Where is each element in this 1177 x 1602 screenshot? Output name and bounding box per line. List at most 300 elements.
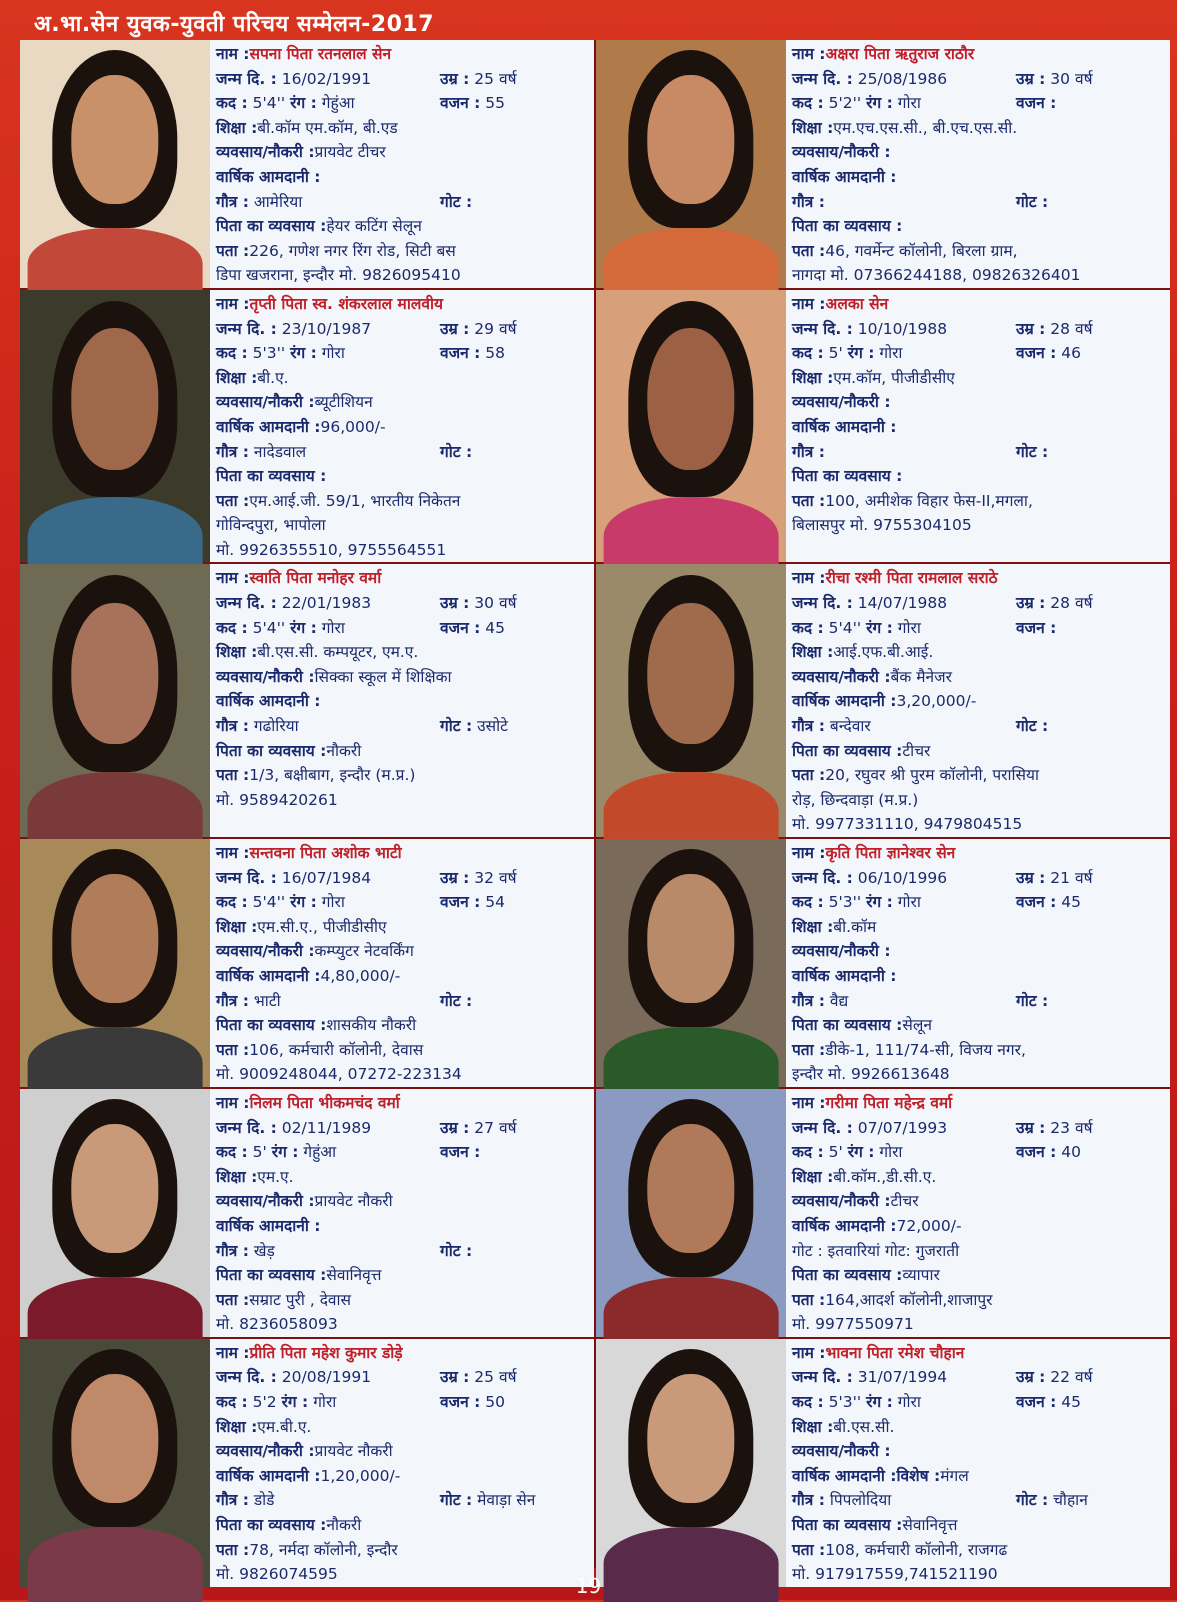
father-occupation-value: नौकरी bbox=[326, 1516, 362, 1535]
dob-group bbox=[216, 1116, 440, 1141]
occupation-value: प्रायवेट टीचर bbox=[314, 143, 386, 162]
father-occupation-label: पिता का व्यवसाय : bbox=[792, 467, 903, 486]
height-value: 5'2'' bbox=[828, 94, 862, 113]
profile-photo bbox=[596, 1339, 786, 1587]
income-label: वार्षिक आमदानी : bbox=[216, 692, 321, 711]
height-label: कद : bbox=[792, 344, 824, 363]
education-value: आई.एफ.बी.आई. bbox=[833, 643, 934, 662]
complexion-value: गोरा bbox=[321, 344, 345, 363]
info-row bbox=[792, 390, 1162, 415]
complexion-value: गोरा bbox=[879, 1143, 903, 1162]
got-group bbox=[440, 1239, 472, 1264]
gotra-label: गौत्र : bbox=[792, 717, 825, 736]
height-value: 5'3'' bbox=[828, 893, 862, 912]
education-value: एम.सी.ए., पीजीडीसीए bbox=[257, 917, 387, 936]
info-row bbox=[792, 341, 1162, 366]
age-group bbox=[440, 591, 517, 616]
weight-label: वजन : bbox=[1016, 893, 1057, 912]
age-value: 29 वर्ष bbox=[474, 319, 517, 338]
profile-info bbox=[786, 1089, 1170, 1337]
profile-card bbox=[596, 290, 1170, 563]
age-value: 22 वर्ष bbox=[1050, 1368, 1093, 1387]
education-value: एम.एच.एस.सी., बी.एच.एस.सी. bbox=[833, 118, 1018, 137]
name-label: नाम : bbox=[216, 45, 250, 63]
father-occupation-value: व्यापार bbox=[902, 1266, 940, 1285]
info-row bbox=[216, 1415, 586, 1440]
photo-face bbox=[71, 1124, 158, 1253]
age-label: उम्र : bbox=[1016, 594, 1046, 613]
weight-value: 45 bbox=[1061, 1393, 1081, 1412]
profile-photo bbox=[20, 290, 210, 563]
height-group bbox=[216, 1140, 440, 1165]
info-row bbox=[792, 1538, 1162, 1563]
gotra-group bbox=[792, 440, 1016, 465]
dob-value: 16/02/1991 bbox=[281, 69, 372, 88]
info-row bbox=[792, 1464, 1162, 1489]
photo-face bbox=[71, 603, 158, 745]
info-row bbox=[216, 1312, 586, 1337]
weight-group bbox=[440, 890, 505, 915]
gotra-group bbox=[216, 714, 440, 739]
gotra-label: गौत्र : bbox=[216, 192, 249, 211]
height-value: 5'4'' bbox=[252, 618, 286, 637]
profile-info bbox=[786, 290, 1170, 563]
gotra-label: गौत्र : bbox=[792, 991, 825, 1010]
profile-name: गरीमा पिता महेन्द्र वर्मा bbox=[825, 1093, 953, 1112]
got-label: गोट : bbox=[1016, 192, 1049, 211]
height-label: कद : bbox=[216, 94, 248, 113]
age-label: उम्र : bbox=[440, 1118, 470, 1137]
profile-card bbox=[20, 839, 594, 1087]
info-row bbox=[792, 42, 1162, 67]
photo-face bbox=[647, 75, 734, 204]
info-row bbox=[792, 915, 1162, 940]
occupation-value: प्रायवेट नौकरी bbox=[314, 1192, 393, 1211]
got-label: गोट : bbox=[1016, 442, 1049, 461]
gotra-label: गौत्र : bbox=[792, 192, 825, 211]
complexion-value: गोरा bbox=[879, 344, 903, 363]
address-line-2: बिलासपुर मो. 9755304105 bbox=[792, 516, 972, 535]
gotra-value: खेड़ bbox=[253, 1241, 275, 1260]
father-occupation-label: पिता का व्यवसाय : bbox=[216, 467, 327, 486]
info-row bbox=[216, 415, 586, 440]
height-value: 5' bbox=[828, 344, 843, 363]
profile-info bbox=[786, 40, 1170, 288]
income-value: 3,20,000/- bbox=[896, 692, 977, 711]
info-row bbox=[216, 665, 586, 690]
education-label: शिक्षा : bbox=[216, 643, 258, 662]
father-occupation-label: पिता का व्यवसाय : bbox=[792, 1516, 903, 1535]
info-row bbox=[216, 1165, 586, 1190]
info-row bbox=[216, 566, 586, 591]
age-label: उम्र : bbox=[440, 69, 470, 88]
info-row bbox=[216, 292, 586, 317]
complexion-value: गेहुंआ bbox=[303, 1143, 337, 1162]
info-row bbox=[216, 714, 586, 739]
weight-group bbox=[1016, 91, 1056, 116]
got-value: चौहान bbox=[1053, 1491, 1088, 1510]
occupation-label: व्यवसाय/नौकरी : bbox=[792, 667, 891, 686]
info-row bbox=[792, 1288, 1162, 1313]
info-row bbox=[792, 1263, 1162, 1288]
profile-info bbox=[786, 839, 1170, 1087]
profile-name: कृति पिता ज्ञानेश्वर सेन bbox=[825, 844, 956, 862]
occupation-label: व्यवसाय/नौकरी : bbox=[792, 1192, 891, 1211]
got-group bbox=[1016, 714, 1048, 739]
dob-value: 16/07/1984 bbox=[281, 868, 372, 887]
photo-face bbox=[647, 874, 734, 1003]
got-group bbox=[440, 440, 472, 465]
gotra-label: गौत्र : bbox=[216, 991, 249, 1010]
info-row bbox=[792, 689, 1162, 714]
gotra-group bbox=[216, 440, 440, 465]
gotra-value: बन्देवार bbox=[829, 717, 871, 736]
age-value: 30 वर्ष bbox=[474, 594, 517, 613]
weight-group bbox=[440, 1390, 505, 1415]
address-label: पता : bbox=[792, 1540, 826, 1559]
gotra-group bbox=[792, 190, 1016, 215]
complexion-label: रंग : bbox=[866, 893, 893, 912]
info-row bbox=[792, 440, 1162, 465]
profile-card bbox=[596, 1089, 1170, 1337]
height-group bbox=[792, 91, 1016, 116]
weight-value: 54 bbox=[485, 893, 505, 912]
info-row bbox=[792, 1140, 1162, 1165]
age-label: उम्र : bbox=[1016, 319, 1046, 338]
info-row bbox=[792, 1513, 1162, 1538]
gotra-group bbox=[216, 190, 440, 215]
height-label: कद : bbox=[216, 893, 248, 912]
height-label: कद : bbox=[792, 94, 824, 113]
father-occupation-value: सेलून bbox=[902, 1016, 932, 1035]
age-group bbox=[440, 866, 517, 891]
height-value: 5' bbox=[252, 1143, 267, 1162]
father-occupation-label: पिता का व्यवसाय : bbox=[792, 741, 903, 760]
profile-name: सपना पिता रतनलाल सेन bbox=[249, 45, 392, 63]
occupation-value: टीचर bbox=[890, 1192, 919, 1211]
address-label: पता : bbox=[216, 1540, 250, 1559]
info-row bbox=[792, 591, 1162, 616]
info-row bbox=[792, 665, 1162, 690]
height-label: कद : bbox=[216, 1143, 248, 1162]
age-group bbox=[1016, 67, 1093, 92]
info-row bbox=[792, 464, 1162, 489]
profile-card bbox=[596, 40, 1170, 288]
weight-label: वजन : bbox=[1016, 618, 1057, 637]
gotra-label: गौत्र : bbox=[216, 717, 249, 736]
education-label: शिक्षा : bbox=[792, 118, 834, 137]
profile-name: अक्षरा पिता ऋतुराज राठौर bbox=[825, 45, 975, 63]
info-row bbox=[792, 366, 1162, 391]
got-label: गोट : bbox=[440, 192, 473, 211]
info-row bbox=[792, 1488, 1162, 1513]
profile-card bbox=[596, 1339, 1170, 1587]
height-value: 5'4'' bbox=[828, 618, 862, 637]
complexion-label: रंग : bbox=[290, 94, 317, 113]
income-value: 96,000/- bbox=[320, 417, 386, 436]
info-row bbox=[792, 714, 1162, 739]
height-group bbox=[792, 341, 1016, 366]
gotra-group bbox=[216, 1488, 440, 1513]
info-row bbox=[792, 566, 1162, 591]
weight-label: वजन : bbox=[1016, 94, 1057, 113]
dob-label: जन्म दि. : bbox=[216, 319, 277, 338]
occupation-label: व्यवसाय/नौकरी : bbox=[792, 1442, 891, 1461]
complexion-value: गोरा bbox=[897, 893, 921, 912]
occupation-label: व्यवसाय/नौकरी : bbox=[216, 1192, 315, 1211]
height-value: 5'2 bbox=[252, 1393, 277, 1412]
dob-group bbox=[216, 67, 440, 92]
education-value: बी.एस.सी. कम्पयूटर, एम.ए. bbox=[257, 643, 419, 662]
weight-group bbox=[440, 616, 505, 641]
dob-label: जन्म दि. : bbox=[216, 69, 277, 88]
dob-group bbox=[792, 1365, 1016, 1390]
complexion-label: रंग : bbox=[281, 1393, 309, 1412]
age-value: 30 वर्ष bbox=[1050, 69, 1093, 88]
address-line-1: 78, नर्मदा कॉलोनी, इन्दौर bbox=[249, 1540, 398, 1559]
name-label: नाम : bbox=[216, 294, 250, 313]
complexion-value: गोरा bbox=[321, 618, 345, 637]
special-label: विशेष : bbox=[896, 1466, 941, 1485]
income-label: वार्षिक आमदानी : bbox=[792, 1216, 897, 1235]
info-row bbox=[792, 140, 1162, 165]
info-row bbox=[216, 841, 586, 866]
info-row bbox=[216, 1488, 586, 1513]
address-label: पता : bbox=[792, 1290, 826, 1309]
dob-value: 25/08/1986 bbox=[857, 69, 948, 88]
education-value: बी.कॉम एम.कॉम, बी.एड bbox=[257, 118, 398, 137]
weight-group bbox=[440, 1140, 480, 1165]
photo-face bbox=[647, 603, 734, 745]
dob-value: 10/10/1988 bbox=[857, 319, 948, 338]
dob-label: जन्म दि. : bbox=[792, 1118, 853, 1137]
dob-value: 06/10/1996 bbox=[857, 868, 948, 887]
height-group bbox=[792, 616, 1016, 641]
mobile-value: मो. 9009248044, 07272-223134 bbox=[216, 1065, 462, 1084]
profile-name: निलम पिता भीकमचंद वर्मा bbox=[249, 1093, 400, 1112]
info-row bbox=[216, 239, 586, 264]
profile-card bbox=[20, 40, 594, 288]
education-value: एम.कॉम, पीजीडीसीए bbox=[833, 368, 955, 387]
weight-value: 40 bbox=[1061, 1143, 1081, 1162]
page-number: 19 bbox=[575, 1574, 602, 1598]
weight-label: वजन : bbox=[440, 893, 481, 912]
info-row bbox=[792, 1341, 1162, 1366]
info-row bbox=[216, 1439, 586, 1464]
info-row bbox=[216, 263, 586, 288]
info-row bbox=[216, 1390, 586, 1415]
gotra-value: पिपलोदिया bbox=[829, 1491, 892, 1510]
dob-label: जन्म दि. : bbox=[216, 1118, 277, 1137]
got-group bbox=[440, 190, 472, 215]
height-label: कद : bbox=[792, 1393, 824, 1412]
info-row bbox=[216, 1464, 586, 1489]
profile-info bbox=[210, 40, 594, 288]
gotra-label: गौत्र : bbox=[792, 1491, 825, 1510]
height-value: 5'3'' bbox=[828, 1393, 862, 1412]
info-row bbox=[792, 67, 1162, 92]
age-group bbox=[1016, 591, 1093, 616]
photo-face bbox=[647, 328, 734, 470]
info-row bbox=[792, 489, 1162, 514]
name-label: नाम : bbox=[792, 294, 826, 313]
weight-value: 55 bbox=[485, 94, 505, 113]
info-row bbox=[792, 1214, 1162, 1239]
info-row bbox=[792, 1189, 1162, 1214]
complexion-value: गोरा bbox=[897, 94, 921, 113]
dob-group bbox=[216, 591, 440, 616]
dob-label: जन्म दि. : bbox=[792, 1368, 853, 1387]
dob-label: जन्म दि. : bbox=[216, 1368, 277, 1387]
complexion-label: रंग : bbox=[271, 1143, 299, 1162]
got-value: उसोटे bbox=[477, 717, 508, 736]
got-group bbox=[1016, 1488, 1088, 1513]
education-label: शिक्षा : bbox=[216, 368, 258, 387]
age-label: उम्र : bbox=[1016, 1118, 1046, 1137]
dob-value: 02/11/1989 bbox=[281, 1118, 372, 1137]
profile-name: रीचा रश्मी पिता रामलाल सराठे bbox=[825, 569, 998, 588]
info-row bbox=[792, 263, 1162, 288]
info-row bbox=[216, 689, 586, 714]
name-label: नाम : bbox=[216, 1343, 250, 1362]
photo-face bbox=[647, 1124, 734, 1253]
info-row bbox=[792, 1390, 1162, 1415]
dob-group bbox=[792, 1116, 1016, 1141]
address-line-2: नागदा मो. 07366244188, 09826326401 bbox=[792, 266, 1081, 285]
income-label: वार्षिक आमदानी : bbox=[792, 167, 897, 186]
weight-group bbox=[440, 341, 505, 366]
profile-grid bbox=[20, 40, 1170, 1584]
occupation-value: ब्यूटीशियन bbox=[314, 393, 373, 412]
height-group bbox=[216, 890, 440, 915]
info-row bbox=[792, 91, 1162, 116]
education-label: शिक्षा : bbox=[792, 1167, 834, 1186]
profile-card bbox=[596, 564, 1170, 837]
info-row bbox=[792, 989, 1162, 1014]
address-label: पता : bbox=[792, 766, 826, 785]
info-row bbox=[216, 890, 586, 915]
profile-card bbox=[20, 290, 594, 563]
profile-photo bbox=[596, 839, 786, 1087]
father-occupation-value: सेवानिवृत्त bbox=[326, 1266, 382, 1285]
income-label: वार्षिक आमदानी : bbox=[216, 1216, 321, 1235]
occupation-label: व्यवसाय/नौकरी : bbox=[216, 942, 315, 961]
father-occupation-label: पिता का व्यवसाय : bbox=[216, 1516, 327, 1535]
address-line-1: 106, कर्मचारी कॉलोनी, देवास bbox=[249, 1040, 424, 1059]
address-line-1: 20, रघुवर श्री पुरम कॉलोनी, परासिया bbox=[825, 766, 1040, 785]
got-group bbox=[440, 714, 508, 739]
info-row bbox=[216, 763, 586, 788]
info-row bbox=[216, 1214, 586, 1239]
profile-photo bbox=[20, 1339, 210, 1587]
income-label: वार्षिक आमदानी : bbox=[792, 417, 897, 436]
height-value: 5'3'' bbox=[252, 344, 286, 363]
age-value: 21 वर्ष bbox=[1050, 868, 1093, 887]
special-value: मंगल bbox=[940, 1466, 969, 1485]
info-row bbox=[216, 42, 586, 67]
info-row bbox=[792, 964, 1162, 989]
info-row bbox=[216, 1341, 586, 1366]
address-label: पता : bbox=[216, 766, 250, 785]
got-label: गोट : bbox=[440, 442, 473, 461]
info-row bbox=[216, 1189, 586, 1214]
gotra-value: वैद्य bbox=[829, 991, 849, 1010]
complexion-value: गोरा bbox=[897, 1393, 921, 1412]
info-row bbox=[216, 165, 586, 190]
weight-label: वजन : bbox=[440, 94, 481, 113]
name-label: नाम : bbox=[216, 1093, 250, 1112]
address-line-1: 226, गणेश नगर रिंग रोड, सिटी बस bbox=[249, 241, 456, 260]
occupation-value: सिक्का स्कूल में शिक्षिका bbox=[314, 667, 452, 686]
address-label: पता : bbox=[792, 1040, 826, 1059]
info-row bbox=[792, 292, 1162, 317]
dob-group bbox=[792, 591, 1016, 616]
education-label: शिक्षा : bbox=[216, 1417, 258, 1436]
profile-photo bbox=[596, 40, 786, 288]
height-group bbox=[792, 890, 1016, 915]
info-row bbox=[216, 67, 586, 92]
info-row bbox=[792, 1165, 1162, 1190]
dob-group bbox=[216, 1365, 440, 1390]
weight-label: वजन : bbox=[440, 618, 481, 637]
father-occupation-label: पिता का व्यवसाय : bbox=[216, 741, 327, 760]
height-value: 5' bbox=[828, 1143, 843, 1162]
info-row bbox=[216, 1538, 586, 1563]
info-row bbox=[792, 640, 1162, 665]
dob-value: 31/07/1994 bbox=[857, 1368, 948, 1387]
name-label: नाम : bbox=[792, 1343, 826, 1362]
income-label: वार्षिक आमदानी : bbox=[216, 1466, 321, 1485]
gotra-group bbox=[792, 714, 1016, 739]
height-label: कद : bbox=[216, 618, 248, 637]
info-row bbox=[792, 165, 1162, 190]
age-group bbox=[1016, 866, 1093, 891]
got-label: गोट : bbox=[440, 1241, 473, 1260]
age-value: 28 वर्ष bbox=[1050, 319, 1093, 338]
info-row bbox=[792, 239, 1162, 264]
age-label: उम्र : bbox=[1016, 868, 1046, 887]
dob-group bbox=[792, 866, 1016, 891]
info-row bbox=[216, 1091, 586, 1116]
height-label: कद : bbox=[216, 1393, 248, 1412]
profile-photo bbox=[20, 1089, 210, 1337]
address-label: पता : bbox=[216, 1040, 250, 1059]
complexion-label: रंग : bbox=[290, 618, 317, 637]
info-row bbox=[792, 1312, 1162, 1337]
weight-label: वजन : bbox=[1016, 344, 1057, 363]
gotra-value: डोडे bbox=[253, 1491, 275, 1510]
profile-photo bbox=[596, 1089, 786, 1337]
height-group bbox=[216, 616, 440, 641]
dob-label: जन्म दि. : bbox=[216, 594, 277, 613]
education-label: शिक्षा : bbox=[216, 118, 258, 137]
height-group bbox=[216, 1390, 440, 1415]
dob-value: 14/07/1988 bbox=[857, 594, 948, 613]
info-row bbox=[216, 591, 586, 616]
height-group bbox=[792, 1390, 1016, 1415]
age-group bbox=[1016, 1365, 1093, 1390]
complexion-value: गोरा bbox=[313, 1393, 337, 1412]
info-row bbox=[216, 513, 586, 538]
dob-value: 20/08/1991 bbox=[281, 1368, 372, 1387]
profile-info bbox=[210, 839, 594, 1087]
address-line-2: रोड़, छिन्दवाड़ा (म.प्र.) bbox=[792, 790, 919, 809]
father-occupation-label: पिता का व्यवसाय : bbox=[216, 1016, 327, 1035]
info-row bbox=[792, 841, 1162, 866]
complexion-label: रंग : bbox=[290, 893, 317, 912]
dob-label: जन्म दि. : bbox=[792, 319, 853, 338]
father-occupation-value: हेयर कटिंग सेलून bbox=[326, 217, 422, 236]
